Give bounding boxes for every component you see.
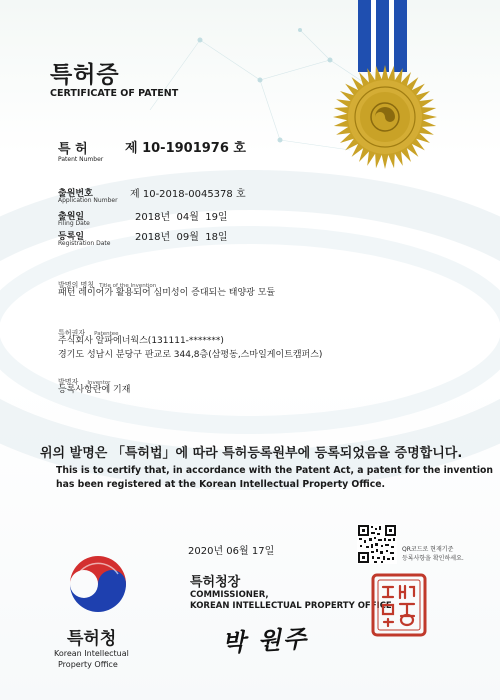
gold-seal-icon bbox=[330, 62, 440, 172]
application-number-label: 출원번호 bbox=[58, 189, 93, 199]
patentee-name: 주식회사 알파에너웍스(131111-*******) bbox=[58, 336, 224, 346]
inventor-value: 등록사항란에 기재 bbox=[58, 385, 131, 395]
commissioner-title-en-2: KOREAN INTELLECTUAL PROPERTY OFFICE bbox=[190, 601, 392, 611]
patentee-label-en: Patentee bbox=[94, 331, 119, 337]
commissioner-signature: 박 원주 bbox=[221, 623, 309, 658]
invention-title-label-en: Title of the Invention bbox=[99, 283, 157, 289]
qr-note-line1: QR코드로 현재기준 bbox=[402, 546, 454, 553]
issue-date: 2020년 06월 17일 bbox=[188, 546, 275, 557]
registration-date-value: 2018년 09월 18일 bbox=[135, 232, 228, 243]
kipo-name-en-2: Property Office bbox=[58, 660, 118, 669]
kipo-logo-icon bbox=[66, 552, 130, 616]
qr-note-line2: 등록사항을 확인하세요. bbox=[402, 555, 464, 562]
qr-code[interactable] bbox=[357, 524, 397, 564]
application-number-value: 제 10-2018-0045378 호 bbox=[130, 189, 246, 200]
certificate-title-en: CERTIFICATE OF PATENT bbox=[50, 88, 179, 99]
patentee-address: 경기도 성남시 분당구 판교로 344,8층(삼평동,스마일게이트캠퍼스) bbox=[58, 350, 323, 360]
invention-title-label: 발명의 명칭 bbox=[58, 281, 95, 289]
official-seal-stamp bbox=[370, 572, 428, 638]
certification-statement-en-1: This is to certify that, in accordance with the Patent Act, a patent for the invention bbox=[56, 465, 494, 476]
commissioner-title: 특허청장 bbox=[190, 575, 241, 590]
patent-number-label-en: Patent Number bbox=[58, 156, 104, 163]
patent-number-value: 제 10-1901976 호 bbox=[125, 141, 246, 156]
patent-number-label: 특 허 bbox=[58, 142, 88, 157]
filing-date-value: 2018년 04월 19일 bbox=[135, 212, 228, 223]
inventor-label: 발명자 bbox=[58, 378, 79, 386]
inventor-label-en: Inventor bbox=[87, 380, 111, 386]
patentee-label: 특허권자 bbox=[58, 329, 86, 337]
application-number-label-en: Application Number bbox=[58, 197, 118, 204]
commissioner-title-en-1: COMMISSIONER, bbox=[190, 590, 269, 600]
filing-date-label: 출원일 bbox=[58, 212, 85, 222]
certification-statement: 위의 발명은 「특허법」에 따라 특허등록원부에 등록되었음을 증명합니다. bbox=[40, 446, 463, 461]
registration-date-label: 등록일 bbox=[58, 232, 85, 242]
filing-date-label-en: Filing Date bbox=[58, 220, 90, 227]
kipo-name: 특허청 bbox=[67, 629, 117, 649]
registration-date-label-en: Registration Date bbox=[58, 240, 111, 247]
invention-title-value: 패턴 레이어가 활용되어 심미성이 증대되는 태양광 모듈 bbox=[58, 288, 276, 298]
kipo-name-en-1: Korean Intellectual bbox=[54, 649, 129, 658]
certificate-title: 특허증 bbox=[50, 62, 120, 88]
certification-statement-en-2: has been registered at the Korean Intellectual Property Office. bbox=[56, 479, 386, 490]
